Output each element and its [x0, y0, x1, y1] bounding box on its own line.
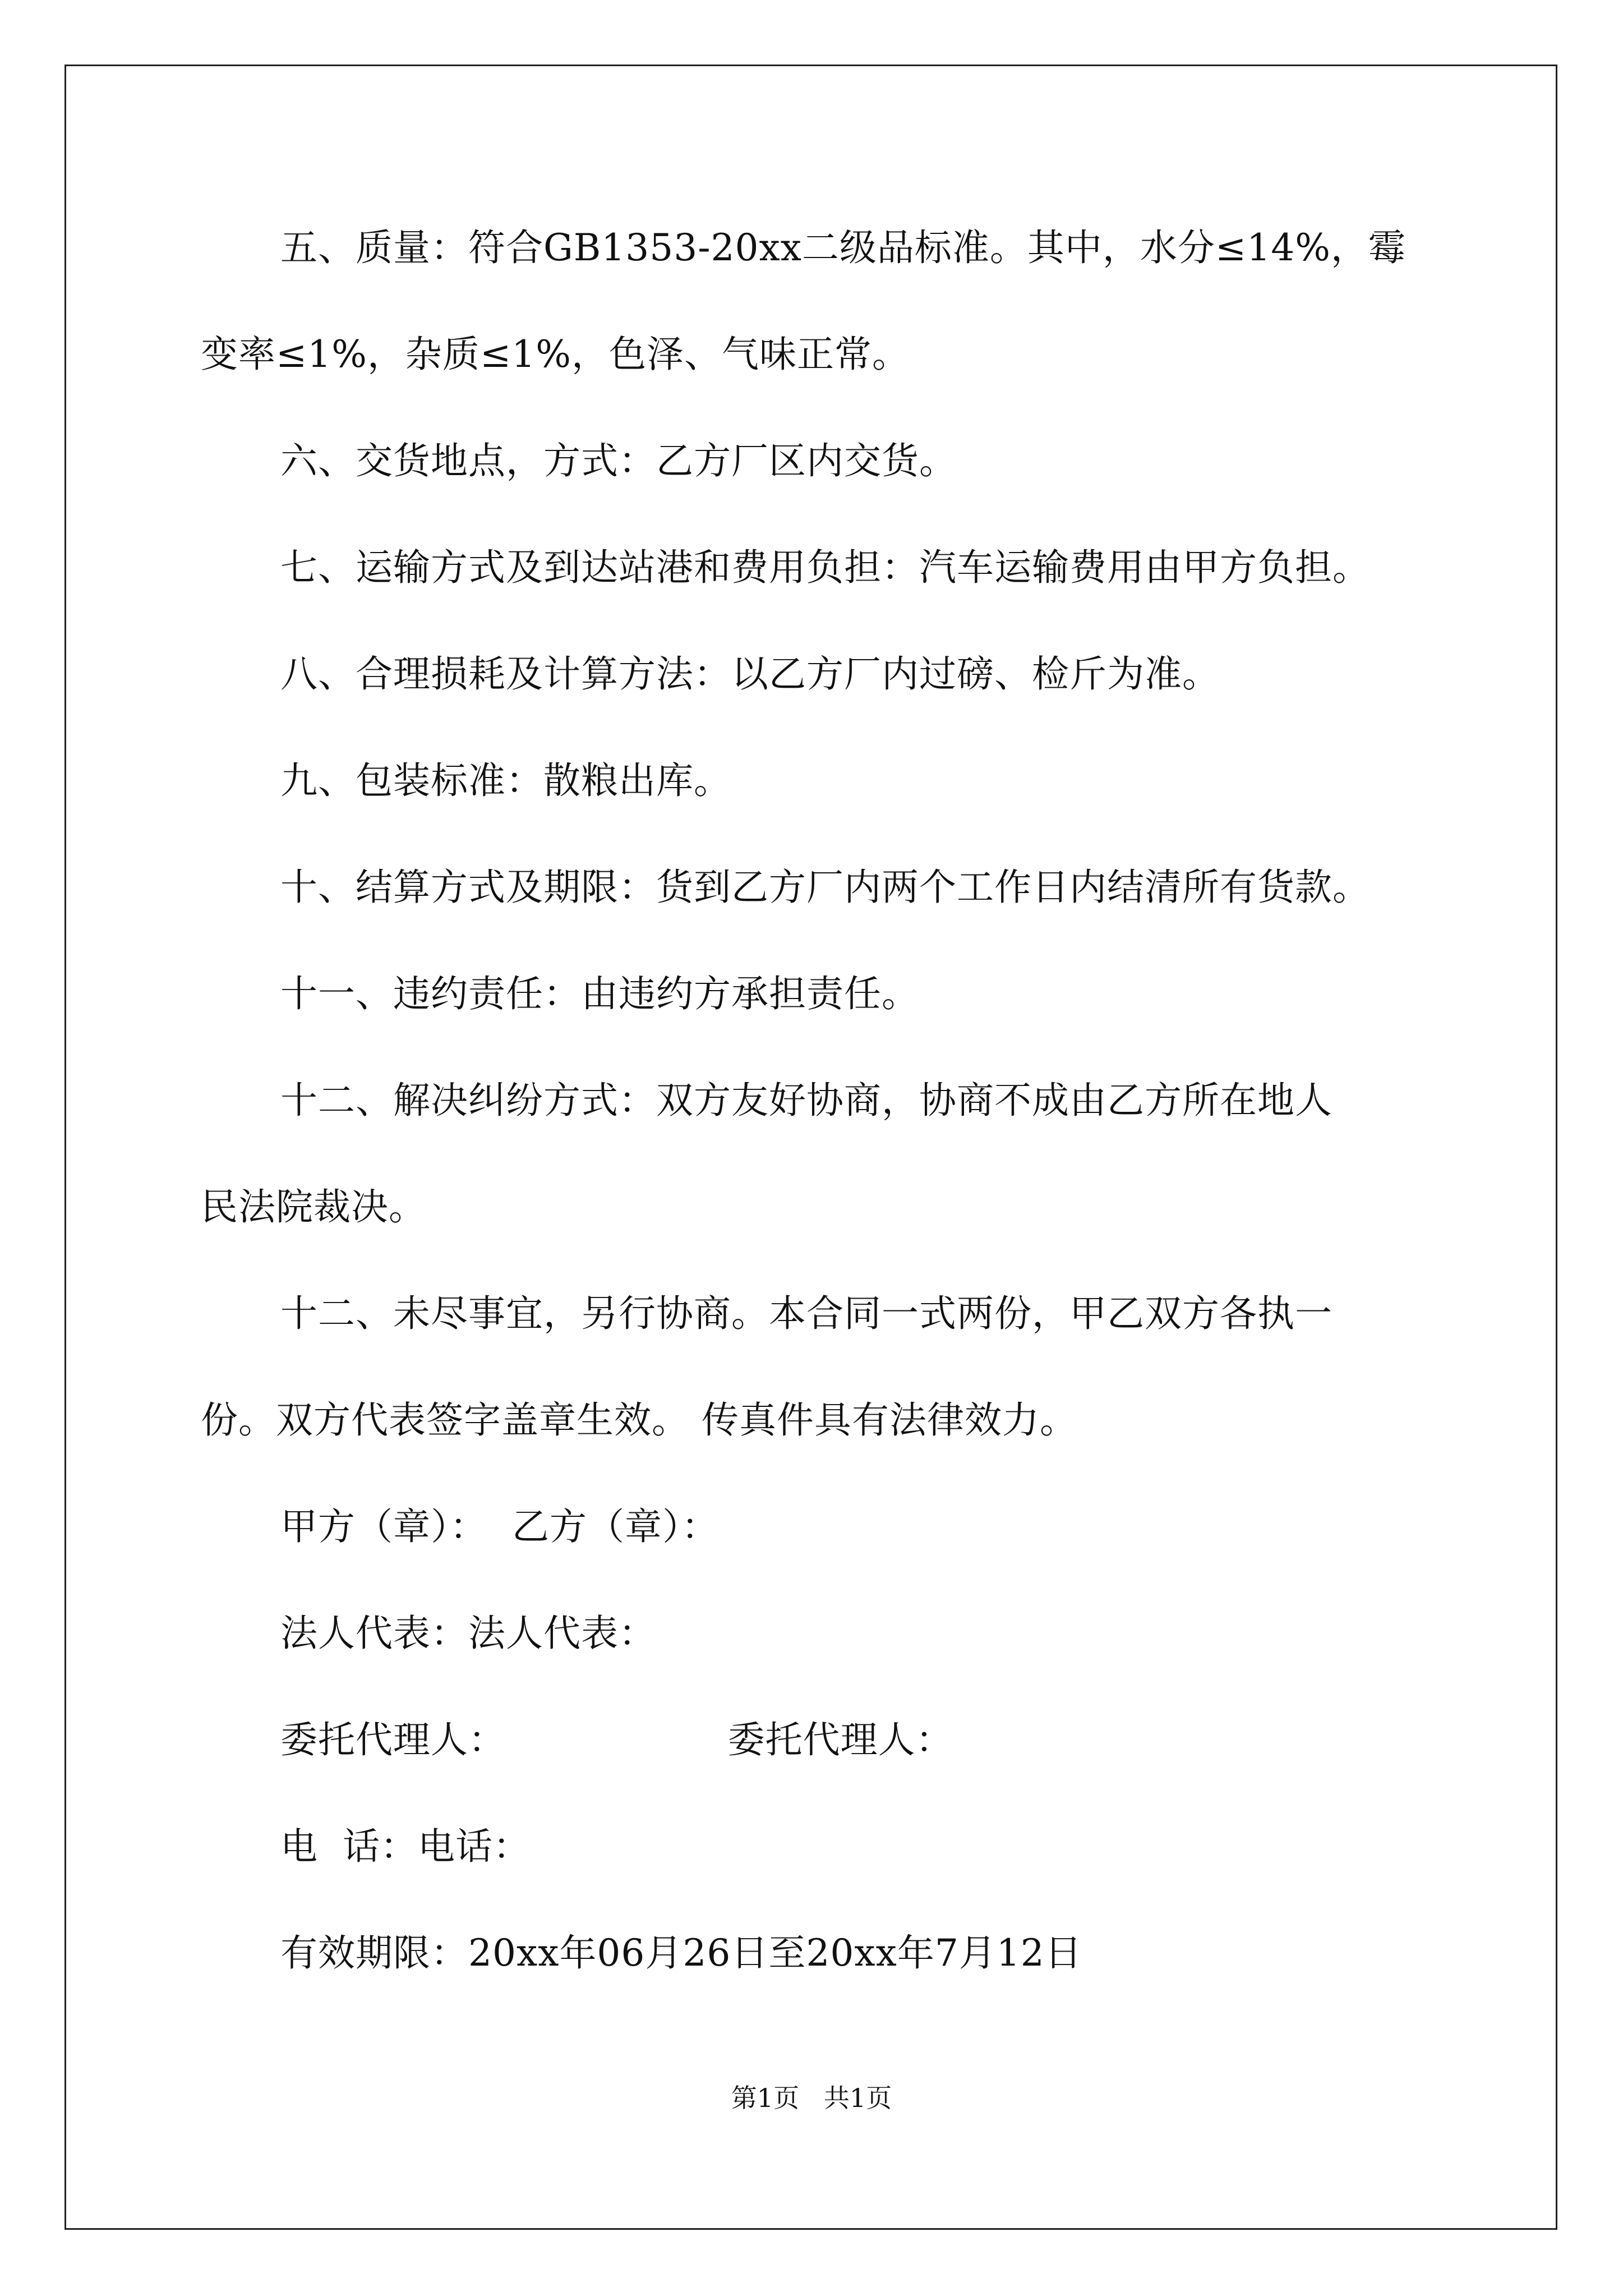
- clause-8-loss: 八、合理损耗及计算方法：以乙方厂内过磅、检斤为准。: [280, 652, 1220, 696]
- clause-12-dispute-cont: 民法院裁决。: [201, 1185, 426, 1228]
- clause-12-misc: 十二、未尽事宜，另行协商。本合同一式两份，甲乙双方各执一: [280, 1292, 1332, 1335]
- authorized-agents: 委托代理人： 委托代理人：: [280, 1718, 953, 1761]
- clause-5-quality: 五、质量：符合GB1353-20xx二级品标准。其中，水分≤14%，霉: [280, 226, 1406, 269]
- page-number-footer: 第1页 共1页: [731, 2083, 892, 2113]
- clause-10-settlement: 十、结算方式及期限：货到乙方厂内两个工作日内结清所有货款。: [280, 866, 1370, 909]
- clause-6-delivery: 六、交货地点，方式：乙方厂区内交货。: [280, 439, 957, 482]
- clause-12-dispute: 十二、解决纠纷方式：双方友好协商，协商不成由乙方所在地人: [280, 1079, 1332, 1122]
- page-border: [64, 65, 1557, 2230]
- clause-11-liability: 十一、违约责任：由违约方承担责任。: [280, 972, 919, 1015]
- clause-12-misc-cont: 份。双方代表签字盖章生效。 传真件具有法律效力。: [201, 1398, 1077, 1442]
- clause-7-transport: 七、运输方式及到达站港和费用负担：汽车运输费用由甲方负担。: [280, 546, 1370, 589]
- party-seals: 甲方（章）： 乙方（章）：: [280, 1505, 719, 1548]
- legal-representatives: 法人代表：法人代表：: [280, 1612, 656, 1655]
- clause-5-quality-cont: 变率≤1%，杂质≤1%，色泽、气味正常。: [201, 333, 910, 376]
- telephones: 电 话：电话：: [280, 1825, 531, 1868]
- validity-period: 有效期限：20xx年06月26日至20xx年7月12日: [280, 1931, 1082, 1975]
- clause-9-packaging: 九、包装标准：散粮出库。: [280, 759, 731, 802]
